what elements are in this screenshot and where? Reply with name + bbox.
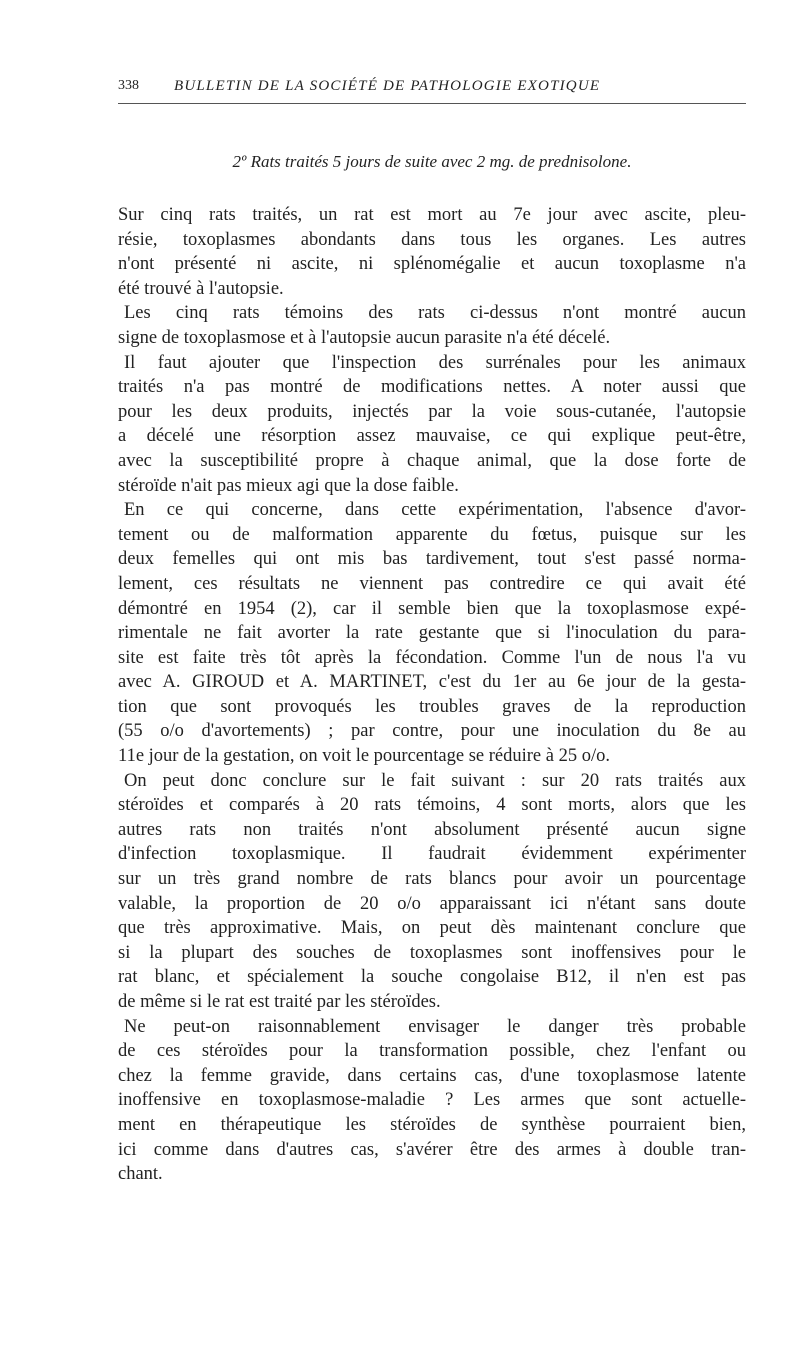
text-line: sur un très grand nombre de rats blancs pour avoir un pourcentage	[118, 869, 746, 890]
text-line: En ce qui concerne, dans cette expérimentation, l'absence d'avor-	[124, 500, 746, 521]
text-line: a décelé une résorption assez mauvaise, ce qui explique peut-être,	[118, 426, 746, 447]
text-line: tement ou de malformation apparente du fœtus, puisque sur les	[118, 524, 746, 545]
page-number: 338	[118, 78, 139, 93]
header-rule	[118, 103, 746, 104]
text-line: chez la femme gravide, dans certains cas, d'une toxoplasmose latente	[118, 1065, 746, 1086]
body-text	[118, 203, 746, 1187]
text-line: que très approximative. Mais, on peut dès maintenant conclure que	[118, 918, 746, 939]
text-line: avec la susceptibilité propre à chaque animal, que la dose forte de	[118, 450, 746, 471]
text-line: démontré en 1954 (2), car il semble bien que la toxoplasmose expé-	[118, 598, 746, 619]
text-line: rimentale ne fait avorter la rate gestante que si l'inoculation du para-	[118, 623, 746, 644]
text-line: avec A. GIROUD et A. MARTINET, c'est du 1er au 6e jour de la gesta-	[118, 672, 746, 693]
text-line: si la plupart des souches de toxoplasmes sont inoffensives pour le	[118, 942, 746, 963]
text-line: Il faut ajouter que l'inspection des surrénales pour les animaux	[124, 352, 746, 373]
text-line: rat blanc, et spécialement la souche congolaise B12, il n'en est pas	[118, 967, 746, 988]
text-line: de ces stéroïdes pour la transformation possible, chez l'enfant ou	[118, 1041, 746, 1062]
text-line: lement, ces résultats ne viennent pas contredire ce qui avait été	[118, 573, 746, 594]
text-line: inoffensive en toxoplasmose-maladie ? Les armes que sont actuelle-	[118, 1090, 746, 1111]
text-line: pour les deux produits, injectés par la voie sous-cutanée, l'autopsie	[118, 401, 746, 422]
text-line: site est faite très tôt après la fécondation. Comme l'un de nous l'a vu	[118, 647, 746, 668]
text-line: chant.	[118, 1164, 163, 1185]
text-line: tion que sont provoqués les troubles graves de la reproduction	[118, 696, 746, 717]
text-line: ment en thérapeutique les stéroïdes de synthèse pourraient bien,	[118, 1114, 746, 1135]
running-head: BULLETIN DE LA SOCIÉTÉ DE PATHOLOGIE EXOTIQUE	[174, 78, 601, 94]
text-line: 11e jour de la gestation, on voit le pourcentage se réduire à 25 o/o.	[118, 746, 610, 767]
text-line: On peut donc conclure sur le fait suivant : sur 20 rats traités aux	[124, 770, 746, 791]
text-line: été trouvé à l'autopsie.	[118, 278, 284, 299]
text-line: d'infection toxoplasmique. Il faudrait évidemment expérimenter	[118, 844, 746, 865]
text-line: (55 o/o d'avortements) ; par contre, pour une inoculation du 8e au	[118, 721, 746, 742]
text-line: Ne peut-on raisonnablement envisager le danger très probable	[124, 1016, 746, 1037]
text-line: résie, toxoplasmes abondants dans tous les organes. Les autres	[118, 229, 746, 250]
text-line: autres rats non traités n'ont absolument présenté aucun signe	[118, 819, 746, 840]
text-line: signe de toxoplasmose et à l'autopsie aucun parasite n'a été décelé.	[118, 327, 611, 348]
text-line: n'ont présenté ni ascite, ni splénomégalie et aucun toxoplasme n'a	[118, 254, 746, 275]
section-title: 2º Rats traités 5 jours de suite avec 2 mg. de prednisolone.	[232, 152, 632, 171]
text-line: stéroïde n'ait pas mieux agi que la dose faible.	[118, 475, 459, 496]
text-line: Les cinq rats témoins des rats ci-dessus n'ont montré aucun	[124, 303, 746, 324]
text-line: ici comme dans d'autres cas, s'avérer être des armes à double tran-	[118, 1139, 746, 1160]
text-line: deux femelles qui ont mis bas tardivement, tout s'est passé norma-	[118, 549, 746, 570]
text-line: Sur cinq rats traités, un rat est mort au 7e jour avec ascite, pleu-	[118, 205, 746, 225]
running-header	[118, 78, 746, 100]
text-line: de même si le rat est traité par les stéroïdes.	[118, 992, 441, 1012]
text-line: valable, la proportion de 20 o/o apparaissant ici n'étant sans doute	[118, 893, 746, 914]
text-line: traités n'a pas montré de modifications nettes. A noter aussi que	[118, 377, 746, 398]
text-line: stéroïdes et comparés à 20 rats témoins, 4 sont morts, alors que les	[118, 795, 746, 816]
